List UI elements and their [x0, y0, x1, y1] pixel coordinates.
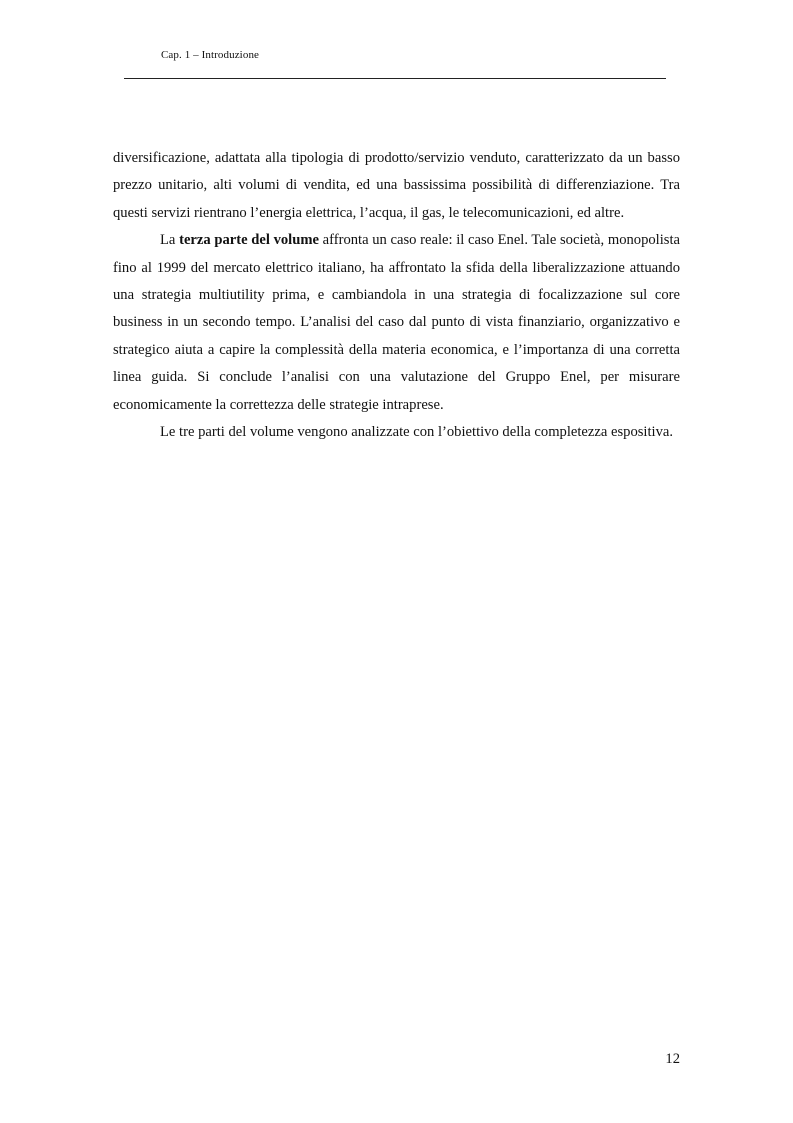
paragraph-2-emphasis: terza parte del volume — [179, 232, 319, 249]
page-number: 12 — [665, 1051, 680, 1067]
running-header: Cap. 1 – Introduzione — [161, 49, 260, 61]
paragraph-2-lead: La — [160, 232, 180, 249]
paragraph-2 — [113, 227, 680, 419]
header-divider — [124, 78, 666, 79]
paragraph-1: diversificazione, adattata alla tipologia di prodotto/servizio venduto, caratterizzato da un basso prezzo unitario, alti volumi di vendita, ed una bassissima possibilità di differenziazione. Tra questi servizi rientrano l’energia elettrica, l’acqua, il gas, le telecomunicazioni, ed altre. — [113, 150, 680, 221]
paragraph-2-rest: affronta un caso reale: il caso Enel. Tale società, monopolista fino al 1999 del mercato elettrico italiano, ha affrontato la sfida della liberalizzazione attuando una strategia multiutility prima, e cambiandola in una strategia di focalizzazione sul core business in un secondo tempo. L’analisi del caso dal punto di vista finanziario, organizzativo e strategico aiuta a capire la complessità della materia economica, e l’importanza di una corretta linea guida. Si conclude l’analisi con una valutazione del Gruppo Enel, per misurare economicamente la correttezza delle strategie intraprese. — [113, 232, 680, 413]
body-text — [113, 145, 680, 446]
paragraph-3: Le tre parti del volume vengono analizzate con l’obiettivo della completezza espositiva. — [160, 424, 674, 441]
